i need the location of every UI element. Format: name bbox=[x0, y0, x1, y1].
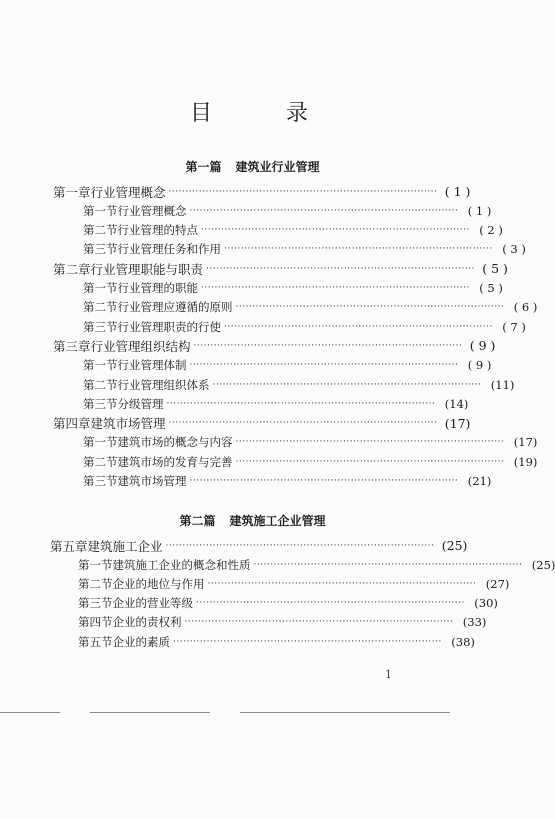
dot-leader: ················································································ bbox=[189, 476, 459, 486]
page-ref: ( 7 ) bbox=[502, 319, 526, 334]
section-label: 第二节 bbox=[83, 300, 118, 315]
entry-title: 行业管理体制 bbox=[117, 358, 187, 373]
page-number: 1 bbox=[385, 668, 392, 681]
entry-title: 行业管理组织结构 bbox=[90, 338, 191, 354]
page-ref: ( 5 ) bbox=[479, 281, 503, 295]
entry-title: 企业的地位与作用 bbox=[112, 576, 205, 591]
section-label: 第二节 bbox=[78, 576, 113, 591]
dot-leader: ················································································ bbox=[201, 225, 470, 236]
toc-section-entry[interactable] bbox=[83, 279, 503, 298]
page-ref: ( 9 ) bbox=[469, 338, 496, 354]
section-label: 第三节 bbox=[78, 596, 113, 611]
entry-title: 行业管理职责的行使 bbox=[117, 319, 221, 334]
page-ref: ( 5 ) bbox=[482, 261, 508, 277]
dot-leader: ················································································ bbox=[168, 418, 438, 429]
chapter-label: 第二章 bbox=[53, 261, 91, 277]
entry-title: 行业管理组织体系 bbox=[117, 377, 210, 392]
chapter-label: 第四章 bbox=[53, 416, 91, 432]
entry-title: 行业管理应遵循的原则 bbox=[117, 300, 233, 315]
toc-section-entry[interactable] bbox=[83, 201, 492, 220]
toc-section-entry[interactable] bbox=[78, 613, 487, 632]
page-ref: ( 1 ) bbox=[467, 203, 492, 218]
section-label: 第一节 bbox=[83, 435, 118, 450]
entry-title: 行业管理的职能 bbox=[117, 281, 198, 295]
toc-title-char-2: 录 bbox=[286, 101, 309, 126]
chapter-label: 第五章 bbox=[50, 538, 88, 554]
dot-leader: ················································································ bbox=[184, 617, 454, 628]
entry-title: 分级管理 bbox=[117, 396, 164, 411]
page-ref: ( 9 ) bbox=[467, 358, 492, 373]
toc-section-entry[interactable] bbox=[83, 394, 469, 413]
dot-leader: ················································································ bbox=[212, 379, 482, 390]
toc-chapter-entry[interactable] bbox=[50, 536, 468, 555]
page-ref: (38) bbox=[451, 634, 475, 649]
dot-leader: ················································································ bbox=[166, 398, 436, 409]
page-ref: (30) bbox=[474, 596, 498, 611]
section-label: 第三节 bbox=[83, 242, 118, 257]
page-ref: (19) bbox=[513, 454, 538, 469]
section-label: 第一节 bbox=[78, 557, 113, 572]
page-ref: (25) bbox=[441, 538, 468, 553]
section-label: 第二节 bbox=[83, 454, 118, 469]
toc-chapter-entry[interactable] bbox=[53, 182, 471, 201]
toc-title-char-1: 目 bbox=[190, 101, 213, 126]
entry-title: 建筑市场的发育与完善 bbox=[117, 454, 233, 469]
dot-leader: ················································································ bbox=[253, 559, 523, 570]
toc-chapter-entry[interactable] bbox=[53, 414, 471, 433]
entry-title: 行业管理概念 bbox=[90, 184, 166, 200]
section-label: 第四节 bbox=[78, 615, 113, 630]
section-label: 第三节 bbox=[83, 474, 118, 488]
toc-section-entry[interactable] bbox=[83, 375, 515, 394]
dot-leader: ················································································ bbox=[235, 302, 505, 313]
dot-leader: ················································································ bbox=[189, 205, 459, 216]
entry-title: 行业管理任务和作用 bbox=[117, 242, 221, 257]
entry-title: 行业管理概念 bbox=[117, 203, 187, 218]
section-label: 第一节 bbox=[83, 203, 118, 218]
page-ref: ( 3 ) bbox=[502, 242, 526, 257]
entry-title: 企业的责权利 bbox=[112, 615, 182, 630]
toc-chapter-entry[interactable] bbox=[53, 259, 508, 278]
dot-leader: ················································································ bbox=[224, 321, 493, 332]
dot-leader: ················································································ bbox=[235, 456, 505, 467]
toc-section-entry[interactable] bbox=[78, 555, 555, 574]
dot-leader: ················································································ bbox=[168, 186, 438, 197]
entry-title: 建筑施工企业 bbox=[87, 538, 163, 554]
dot-leader: ················································································ bbox=[206, 263, 475, 274]
page-ref: ( 2 ) bbox=[479, 223, 503, 238]
toc-section-entry[interactable] bbox=[83, 298, 538, 317]
section-label: 第五节 bbox=[78, 634, 113, 649]
entry-title: 建筑施工企业的概念和性质 bbox=[112, 557, 251, 572]
page-ref: ( 1 ) bbox=[444, 184, 471, 199]
scan-edge-line bbox=[90, 712, 210, 713]
page-ref: (27) bbox=[485, 576, 510, 591]
dot-leader: ················································································ bbox=[207, 578, 477, 589]
toc-section-entry[interactable] bbox=[78, 594, 498, 613]
part-label: 第一篇 bbox=[185, 160, 222, 174]
page-ref: (14) bbox=[444, 396, 469, 411]
dot-leader: ················································································ bbox=[235, 437, 505, 448]
chapter-label: 第一章 bbox=[53, 184, 91, 200]
toc-section-entry[interactable] bbox=[83, 317, 526, 336]
dot-leader: ················································································ bbox=[165, 540, 435, 551]
toc-section-entry[interactable] bbox=[83, 433, 538, 452]
scan-edge-line bbox=[0, 712, 60, 713]
section-label: 第一节 bbox=[83, 358, 118, 373]
toc-section-entry[interactable] bbox=[83, 221, 503, 240]
page-ref: (17) bbox=[513, 435, 538, 450]
dot-leader: ················································································ bbox=[189, 360, 459, 371]
entry-title: 企业的营业等级 bbox=[112, 596, 193, 611]
part-heading-1 bbox=[0, 158, 505, 175]
part-heading-2 bbox=[0, 512, 505, 529]
dot-leader: ················································································ bbox=[196, 598, 465, 609]
section-label: 第二节 bbox=[83, 377, 118, 392]
page-ref: (25) bbox=[531, 557, 555, 572]
dot-leader: ················································································ bbox=[224, 244, 493, 255]
scan-edge-line bbox=[240, 712, 450, 713]
chapter-label: 第三章 bbox=[53, 338, 91, 354]
part-title: 建筑施工企业管理 bbox=[229, 514, 326, 528]
entry-title: 建筑市场管理 bbox=[90, 416, 166, 432]
page-ref: (17) bbox=[444, 415, 471, 431]
entry-title: 行业管理的特点 bbox=[117, 223, 198, 238]
toc-section-entry[interactable] bbox=[83, 452, 538, 471]
section-label: 第一节 bbox=[83, 281, 118, 295]
page-ref: ( 6 ) bbox=[513, 300, 538, 315]
toc-section-entry[interactable] bbox=[78, 632, 475, 651]
entry-title: 建筑市场的概念与内容 bbox=[117, 435, 233, 450]
dot-leader: ················································································ bbox=[193, 340, 463, 351]
entry-title: 企业的素质 bbox=[112, 634, 170, 649]
toc-section-entry[interactable] bbox=[83, 240, 526, 259]
dot-leader: ················································································ bbox=[173, 636, 442, 647]
toc-section-entry[interactable] bbox=[83, 472, 492, 491]
part-label: 第二篇 bbox=[179, 514, 216, 528]
toc-chapter-entry[interactable] bbox=[53, 336, 496, 355]
page-ref: (33) bbox=[462, 615, 487, 630]
toc-section-entry[interactable] bbox=[78, 574, 510, 593]
page-ref: (11) bbox=[490, 377, 515, 392]
dot-leader: ················································································ bbox=[201, 283, 470, 293]
section-label: 第三节 bbox=[83, 319, 118, 334]
entry-title: 建筑市场管理 bbox=[117, 474, 187, 488]
entry-title: 行业管理职能与职责 bbox=[90, 261, 204, 277]
section-label: 第三节 bbox=[83, 396, 118, 411]
part-title: 建筑业行业管理 bbox=[235, 160, 320, 174]
toc-section-entry[interactable] bbox=[83, 356, 492, 375]
section-label: 第二节 bbox=[83, 223, 118, 238]
page-ref: (21) bbox=[467, 474, 492, 488]
